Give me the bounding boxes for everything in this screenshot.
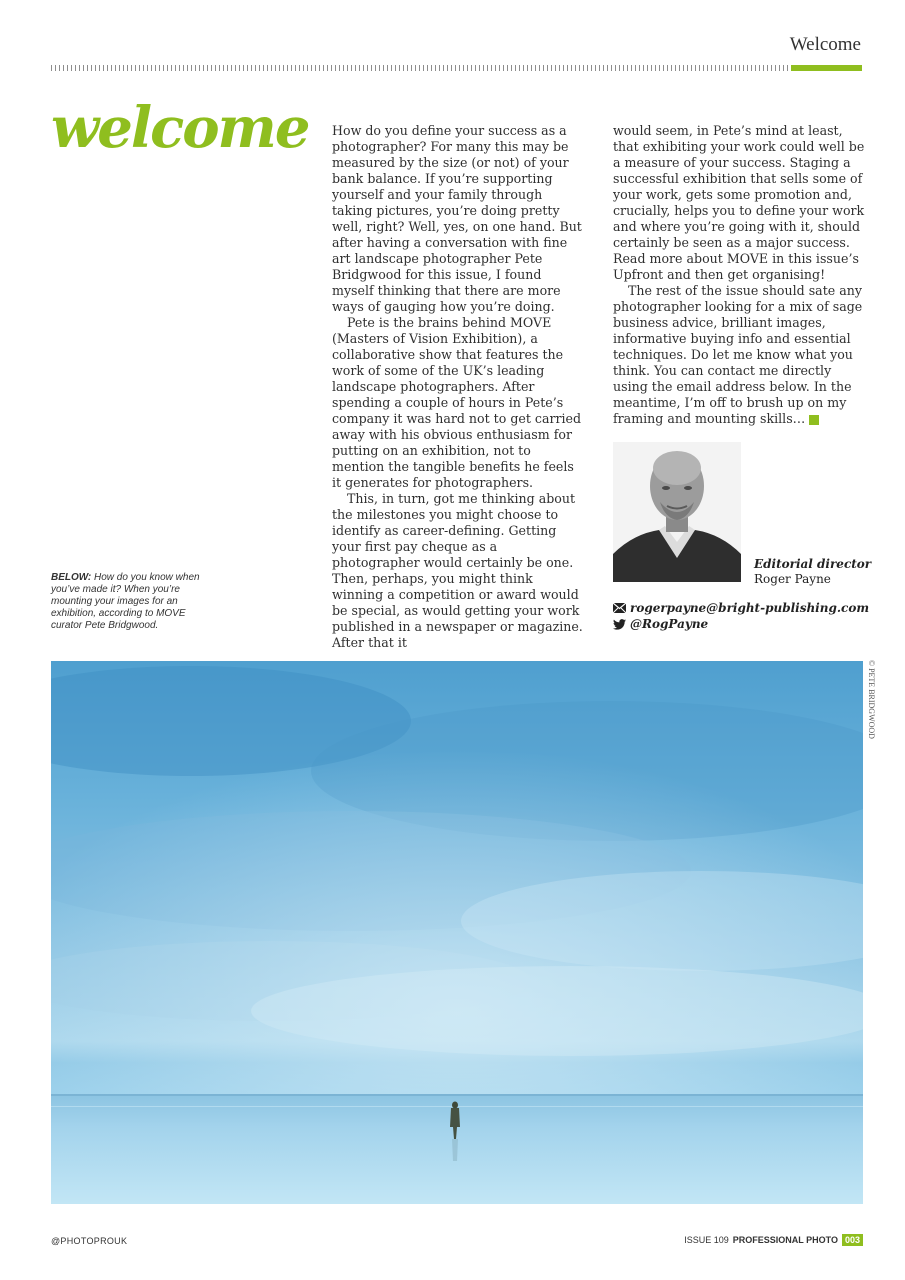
footer-issue: ISSUE 109 xyxy=(684,1235,729,1245)
header-rule xyxy=(51,65,791,71)
editor-role: Editorial director xyxy=(754,557,872,571)
footer-handle: @PHOTOPROUK xyxy=(51,1236,128,1246)
editor-portrait xyxy=(613,442,741,582)
page-number: 003 xyxy=(842,1234,863,1246)
paragraph: This, in turn, got me thinking about the milestones you might choose to identify as career-defining. Getting your first pay cheque as a photographer would certainly be one. Then, perhaps, you might think winning a competition or award would be special, as would getting your work published in a newspaper or magazine. After that it xyxy=(332,491,583,650)
contact-twitter[interactable] xyxy=(613,617,708,631)
end-mark-icon: ✕ xyxy=(809,415,819,425)
photo-caption xyxy=(51,572,201,632)
contact-email[interactable] xyxy=(613,601,869,615)
editor-name: Roger Payne xyxy=(754,572,831,586)
footer-magazine: PROFESSIONAL PHOTO xyxy=(732,1235,838,1245)
footer-folio xyxy=(684,1234,863,1246)
feature-photo xyxy=(51,661,863,1204)
paragraph: How do you define your success as a photographer? For many this may be measured by the size (or not) of your bank balance. If you’re supporting yourself and your family through taking pictures, you’re doing pretty well, right? Well, yes, on one hand. But after having a conversation with fine art landscape photographer Pete Bridgwood for this issue, I found myself thinking that there are more ways of gauging how you’re doing. xyxy=(332,123,582,314)
twitter-bird-icon xyxy=(613,619,626,630)
contact-email-text[interactable]: rogerpayne@bright-publishing.com xyxy=(630,601,870,615)
paragraph: would seem, in Pete’s mind at least, that exhibiting your work could well be a measure of your success. Staging a successful exhibition that sells some of your work, gets some promotion and, crucially, helps you to define your work and where you’re going with it, should certainly be seen as a major success. Read more about MOVE in this issue’s Upfront and then get organising! xyxy=(613,123,865,282)
header-rule-accent xyxy=(791,65,862,71)
paragraph xyxy=(613,283,865,427)
paragraph-text: The rest of the issue should sate any photographer looking for a mix of sage business advice, brilliant images, informative buying info and essential techniques. Do let me know what you think. You can contact me directly using the email address below. In the meantime, I’m off to brush up on my framing and mounting skills… xyxy=(613,283,863,426)
page-title: welcome xyxy=(51,95,309,161)
envelope-icon xyxy=(613,603,626,613)
portrait-illustration xyxy=(613,442,741,582)
photo-credit-text: © PETE BRIDGWOOD xyxy=(867,660,876,739)
caption-label: BELOW: xyxy=(51,572,92,583)
body-column-2 xyxy=(613,123,865,427)
beach-landscape-image xyxy=(51,661,863,1204)
body-column-1 xyxy=(332,123,584,651)
caption-text: How do you know when you’ve made it? When you’re mounting your images for an exhibition, according to MOVE curator Pete Bridgwood. xyxy=(51,572,200,631)
contact-twitter-text[interactable]: @RogPayne xyxy=(630,617,709,631)
section-label: Welcome xyxy=(789,34,861,55)
paragraph: Pete is the brains behind MOVE (Masters of Vision Exhibition), a collaborative show that features the work of some of the UK’s leading landscape photographers. After spending a couple of hours in Pete’s company it was hard not to get carried away with his obvious enthusiasm for putting on an exhibition, not to mention the tangible benefits he feels it generates for photographers. xyxy=(332,315,582,490)
photo-credit xyxy=(865,660,879,740)
